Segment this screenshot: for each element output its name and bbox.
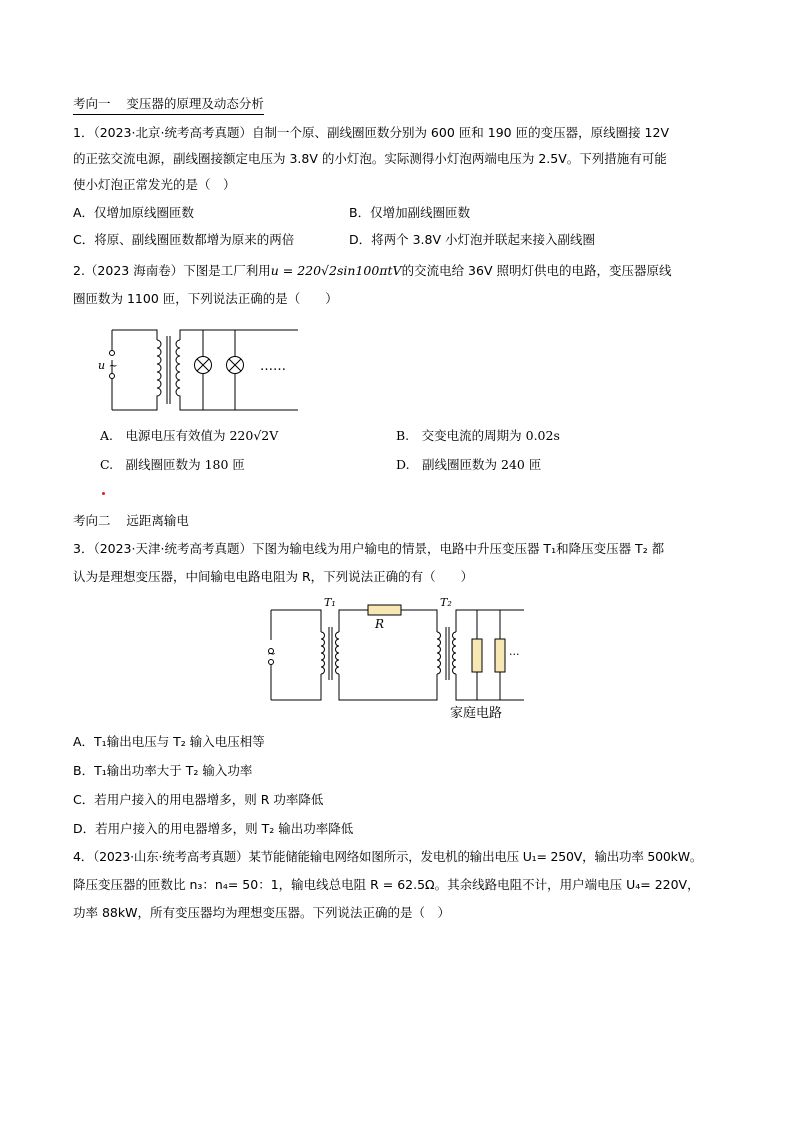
q3-line1: 3．（2023·天津·统考高考真题）下图为输电线为用户输电的情景，电路中升压变压器 T₁和降压变压器 T₂ 都 [73,541,665,556]
q2-option-a: A. 电源电压有效值为 220√2V [100,428,279,443]
label-ac-source: ~ [267,647,277,660]
red-dot-mark [102,492,105,495]
section-heading-2 [73,512,189,530]
q1-option-d: D．将两个 3.8V 小灯泡并联起来接入副线圈 [349,232,596,247]
q1-line3: 使小灯泡正常发光的是（ ） [73,177,236,192]
q1-option-b: B．仅增加副线圈匝数 [349,205,471,220]
q2-line1 [73,262,671,280]
section-heading-1 [73,95,264,115]
resistor-r [368,605,401,615]
q2-circuit-diagram [95,318,310,418]
label-r: R [375,617,385,631]
q3-option-d: D．若用户接入的用电器增多，则 T₂ 输出功率降低 [73,821,354,836]
q3-option-a: A．T₁输出电压与 T₂ 输入电压相等 [73,734,265,749]
section-tag: 考向二 [73,513,111,528]
section-tag: 考向一 [73,96,111,111]
q2-line2: 圈匝数为 1100 匝，下列说法正确的是（ ） [73,291,338,306]
q2-fig-ellipsis: …… [260,359,286,374]
q3-option-c: C．若用户接入的用电器增多，则 R 功率降低 [73,792,324,807]
label-more-loads: ··· [509,648,520,661]
q4-line3: 功率 88kW，所有变压器均为理想变压器。下列说法正确的是（ ） [73,905,450,920]
label-t2: T₂ [440,596,452,609]
q3-line2: 认为是理想变压器，中间输电电路电阻为 R，下列说法正确的有（ ） [73,569,474,584]
q1-line2: 的正弦交流电源，副线圈接额定电压为 3.8V 的小灯泡。实际测得小灯泡两端电压为 2.5V。下列措施有可能 [73,151,667,166]
q2-option-d: D. 副线圈匝数为 240 匝 [396,457,542,472]
q4-line2: 降压变压器的匝数比 n₃：n₄= 50：1，输电线总电阻 R = 62.5Ω。其余线路电阻不计，用户端电压 U₄= 220V， [73,877,700,892]
q2-line1-start: 2.（2023 海南卷）下图是工厂利用 [73,263,271,278]
section-title: 远距离输电 [126,513,189,528]
q1-line1: 1．（2023·北京·统考高考真题）自制一个原、副线圈匝数分别为 600 匝和 190 匝的变压器，原线圈接 12V [73,125,670,140]
label-t1: T₁ [324,596,336,609]
q2-option-b: B. 交变电流的周期为 0.02s [396,428,560,443]
q4-line1: 4．（2023·山东·统考高考真题）某节能储能输电网络如图所示，发电机的输出电压 U₁= 250V，输出功率 500kW。 [73,849,703,864]
load-resistor-2 [495,639,505,672]
q2-formula: u = 220√2sin100πtV [270,263,402,278]
q1-option-a: A．仅增加原线圈匝数 [73,205,195,220]
q2-fig-source-label: u ~ [98,359,118,372]
load-resistor-1 [472,639,482,672]
q3-circuit-diagram [262,592,527,724]
q2-option-c: C. 副线圈匝数为 180 匝 [100,457,245,472]
q2-line1-end: 的交流电给 36V 照明灯供电的电路，变压器原线 [401,263,672,278]
label-household-circuit: 家庭电路 [450,706,503,721]
q3-option-b: B．T₁输出功率大于 T₂ 输入功率 [73,763,253,778]
section-title: 变压器的原理及动态分析 [126,96,264,111]
q1-option-c: C．将原、副线圈匝数都增为原来的两倍 [73,232,295,247]
